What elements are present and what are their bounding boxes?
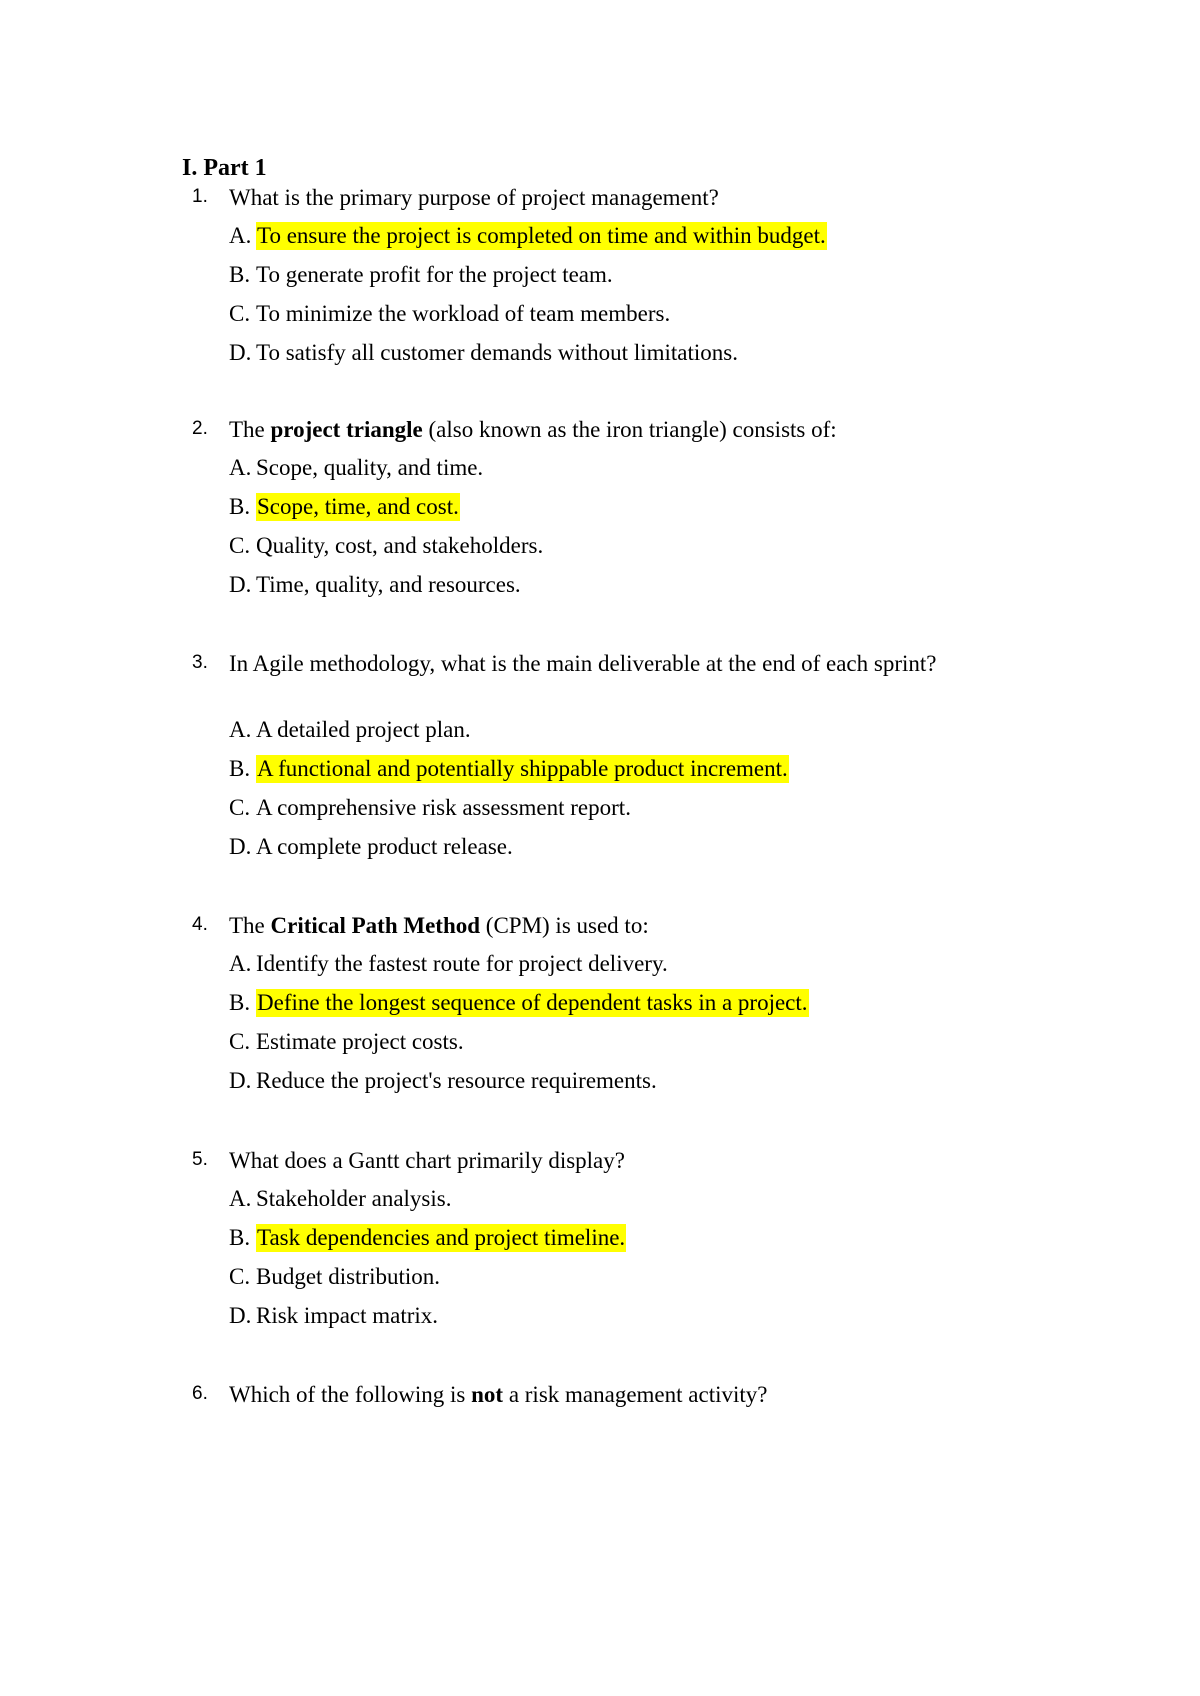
answer-option-c [229, 531, 543, 561]
option-letter: C. [229, 533, 251, 558]
question-text-segment: What is the primary purpose of project management? [229, 185, 719, 210]
answer-option-d [229, 338, 738, 368]
option-text-highlighted: A functional and potentially shippable product increment. [257, 756, 788, 781]
option-letter: B. [229, 494, 251, 519]
answer-option-a [229, 715, 471, 745]
section-title: I. Part 1 [182, 155, 267, 181]
option-letter: A. [229, 1186, 252, 1211]
answer-option-a [229, 949, 668, 979]
option-letter: A. [229, 455, 252, 480]
question-text-segment: Which of the following is [229, 1382, 472, 1407]
option-text: Quality, cost, and stakeholders. [256, 533, 544, 558]
question-text [229, 1379, 1022, 1410]
option-text: To satisfy all customer demands without limitations. [256, 340, 738, 365]
question-text [229, 182, 1022, 213]
question-number: 3. [192, 652, 208, 673]
option-text: Reduce the project's resource requirements. [256, 1068, 657, 1093]
option-text-highlighted: Task dependencies and project timeline. [257, 1225, 626, 1250]
option-text: Stakeholder analysis. [256, 1186, 452, 1211]
question-text-segment: What does a Gantt chart primarily display? [229, 1148, 625, 1173]
option-text: Identify the fastest route for project delivery. [256, 951, 668, 976]
answer-option-d [229, 1066, 657, 1096]
answer-option-b [229, 492, 460, 522]
question-text-segment: (CPM) is used to: [480, 913, 649, 938]
option-text-highlighted: Define the longest sequence of dependent tasks in a project. [257, 990, 808, 1015]
answer-option-c [229, 1027, 464, 1057]
option-letter: D. [229, 834, 252, 859]
option-letter: D. [229, 340, 252, 365]
question-text-segment: In Agile methodology, what is the main deliverable at the end of each sprint? [229, 651, 937, 676]
question-text-segment: a risk management activity? [503, 1382, 768, 1407]
option-letter: B. [229, 756, 251, 781]
answer-option-b [229, 1223, 626, 1253]
option-text: Scope, quality, and time. [256, 455, 484, 480]
question-text-bold-term: project triangle [270, 417, 423, 442]
question-text [229, 414, 1022, 445]
option-letter: C. [229, 1264, 251, 1289]
option-letter: C. [229, 795, 251, 820]
answer-option-b [229, 260, 613, 290]
answer-option-d [229, 570, 521, 600]
option-letter: B. [229, 1225, 251, 1250]
question-text-bold-term: not [471, 1382, 504, 1407]
answer-option-a [229, 1184, 451, 1214]
option-text: A comprehensive risk assessment report. [256, 795, 631, 820]
question-text [229, 648, 1022, 679]
question-number: 4. [192, 914, 208, 935]
option-text: A complete product release. [256, 834, 513, 859]
option-letter: B. [229, 990, 251, 1015]
question-text-segment: (also known as the iron triangle) consists of: [422, 417, 837, 442]
option-text: Budget distribution. [256, 1264, 440, 1289]
question-text-bold-term: Critical Path Method [270, 913, 481, 938]
answer-option-c [229, 1262, 440, 1292]
option-letter: D. [229, 1303, 252, 1328]
question-number: 2. [192, 418, 208, 439]
option-letter: D. [229, 572, 252, 597]
question-text-segment: The [229, 417, 271, 442]
question-text [229, 910, 1022, 941]
answer-option-c [229, 793, 631, 823]
answer-option-a [229, 453, 483, 483]
option-text: A detailed project plan. [256, 717, 471, 742]
question-text [229, 1145, 1022, 1176]
option-text: Risk impact matrix. [256, 1303, 439, 1328]
option-letter: A. [229, 951, 252, 976]
option-text: To minimize the workload of team members. [256, 301, 671, 326]
question-number: 6. [192, 1383, 208, 1404]
option-letter: B. [229, 262, 251, 287]
option-text: To generate profit for the project team. [256, 262, 613, 287]
option-text: Estimate project costs. [256, 1029, 464, 1054]
question-text-segment: The [229, 913, 271, 938]
option-text-highlighted: Scope, time, and cost. [257, 494, 459, 519]
option-letter: D. [229, 1068, 252, 1093]
answer-option-a [229, 221, 827, 251]
option-letter: C. [229, 301, 251, 326]
question-number: 1. [192, 186, 208, 207]
answer-option-d [229, 832, 513, 862]
answer-option-b [229, 754, 789, 784]
answer-option-c [229, 299, 670, 329]
option-letter: A. [229, 717, 252, 742]
option-letter: C. [229, 1029, 251, 1054]
option-letter: A. [229, 223, 252, 248]
option-text: Time, quality, and resources. [256, 572, 521, 597]
option-text-highlighted: To ensure the project is completed on time and within budget. [257, 223, 826, 248]
question-number: 5. [192, 1149, 208, 1170]
answer-option-d [229, 1301, 438, 1331]
answer-option-b [229, 988, 809, 1018]
